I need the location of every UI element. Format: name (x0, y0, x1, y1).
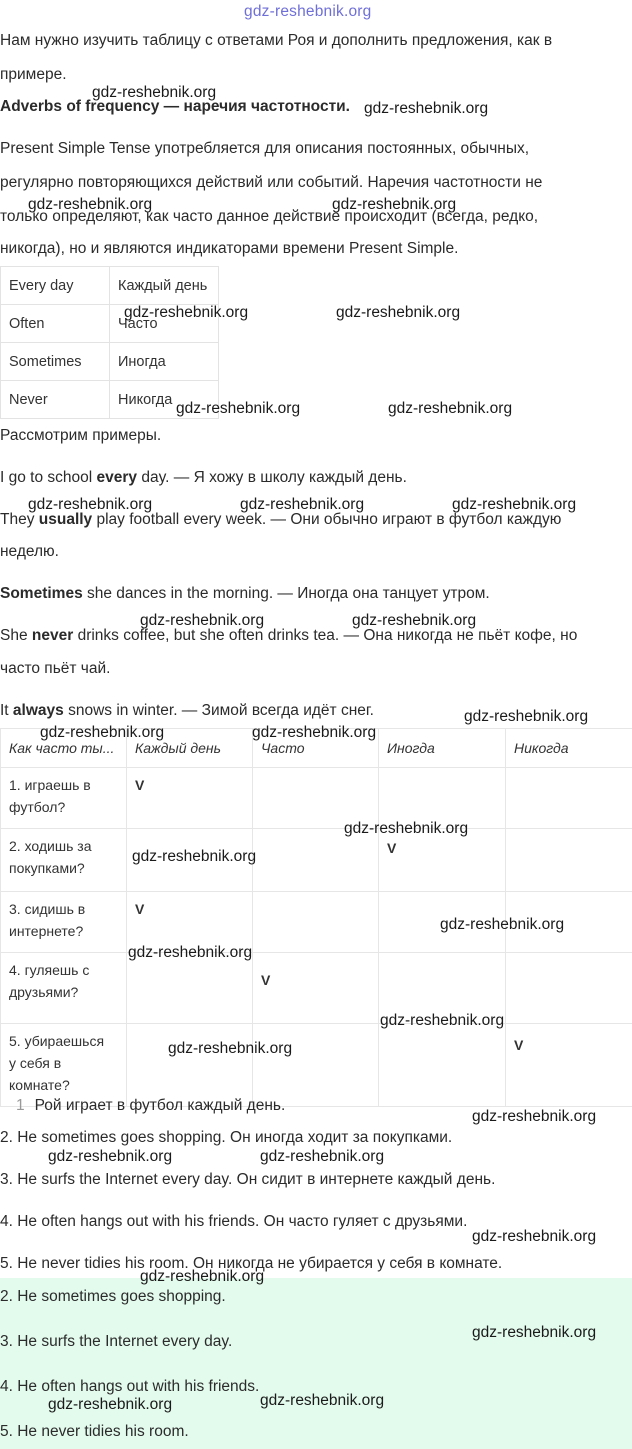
question-cell (1, 892, 127, 953)
green-answer-3: 3. He surfs the Internet every day. (0, 1333, 233, 1350)
question-text: покупками? (9, 860, 85, 876)
green-answer-2: 2. He sometimes goes shopping. (0, 1288, 226, 1305)
intro-line-1: Нам нужно изучить таблицу с ответами Роя и дополнить предложения, как в (0, 32, 553, 49)
watermark: gdz-reshebnik.org (176, 400, 301, 417)
example-keyword: every (96, 469, 138, 486)
question-text: друзьями? (9, 984, 79, 1000)
example-keyword: usually (38, 511, 93, 528)
watermark: gdz-reshebnik.org (440, 916, 565, 933)
watermark: gdz-reshebnik.org (28, 496, 153, 513)
column-header: Каждый день (127, 729, 253, 768)
table-cell: Часто (110, 305, 219, 343)
answer-cell (127, 953, 253, 1024)
check-mark: V (514, 1037, 524, 1053)
watermark: gdz-reshebnik.org (332, 196, 457, 213)
check-mark: V (261, 972, 271, 988)
check-mark: V (135, 777, 145, 793)
example-2-cont: неделю. (0, 543, 59, 560)
question-text: 1. играешь в (9, 777, 91, 793)
table-row (1, 953, 632, 1024)
watermark: gdz-reshebnik.org (380, 1012, 505, 1029)
example-1 (0, 461, 407, 495)
answer-3: 3. He surfs the Internet every day. Он сидит в интернете каждый день. (0, 1171, 496, 1188)
table-cell: Никогда (110, 381, 219, 419)
table-cell: Каждый день (110, 267, 219, 305)
check-mark: V (135, 901, 145, 917)
question-text: 5. убираешься (9, 1033, 105, 1049)
example-text: drinks coffee, but she often drinks tea. — Она никогда не пьёт кофе, но (73, 627, 578, 644)
question-cell (1, 768, 127, 829)
table-row (1, 343, 219, 381)
example-keyword: Sometimes (0, 585, 83, 602)
answer-cell (253, 892, 379, 953)
question-text: у себя в (9, 1055, 62, 1071)
watermark: gdz-reshebnik.org (344, 820, 469, 837)
example-text: snows in winter. — Зимой всегда идёт снег. (63, 702, 374, 719)
green-answer-4: 4. He often hangs out with his friends. (0, 1378, 260, 1395)
answer-1 (16, 1089, 285, 1123)
watermark: gdz-reshebnik.org (48, 1396, 173, 1413)
example-text: She (0, 627, 32, 644)
watermark: gdz-reshebnik.org (128, 944, 253, 961)
answer-cell (506, 768, 632, 829)
example-5 (0, 694, 374, 728)
adverb-table (0, 266, 219, 419)
answer-4: 4. He often hangs out with his friends. Он часто гуляет с друзьями. (0, 1213, 468, 1230)
watermark: gdz-reshebnik.org (388, 400, 513, 417)
example-keyword: never (31, 627, 74, 644)
example-text: They (0, 511, 39, 528)
answer-cell (506, 953, 632, 1024)
answer-box (0, 1278, 632, 1449)
watermark: gdz-reshebnik.org (40, 724, 165, 741)
para-line-4: никогда), но и являются индикаторами времени Present Simple. (0, 240, 459, 257)
watermark: gdz-reshebnik.org (92, 84, 217, 101)
watermark: gdz-reshebnik.org (260, 1148, 385, 1165)
watermark: gdz-reshebnik.org (336, 304, 461, 321)
watermark: gdz-reshebnik.org (252, 724, 377, 741)
answer-text: Рой играет в футбол каждый день. (34, 1097, 286, 1114)
watermark: gdz-reshebnik.org (352, 612, 477, 629)
table-cell: Sometimes (1, 343, 110, 381)
question-text: интернете? (9, 923, 84, 939)
watermark: gdz-reshebnik.org (472, 1108, 597, 1125)
green-answer-5: 5. He never tidies his room. (0, 1423, 189, 1440)
question-cell (1, 829, 127, 892)
column-header: Иногда (379, 729, 506, 768)
table-cell: Every day (1, 267, 110, 305)
watermark: gdz-reshebnik.org (452, 496, 577, 513)
question-cell (1, 953, 127, 1024)
example-text: I go to school (0, 469, 97, 486)
question-text: 4. гуляешь с (9, 962, 90, 978)
answer-cell (379, 1024, 506, 1107)
example-3 (0, 577, 490, 611)
table-row (1, 267, 219, 305)
watermark: gdz-reshebnik.org (472, 1324, 597, 1341)
watermark: gdz-reshebnik.org (124, 304, 249, 321)
table-cell: Never (1, 381, 110, 419)
para-line-3: только определяют, как часто данное действие происходит (всегда, редко, (0, 208, 539, 225)
column-header: Никогда (506, 729, 632, 768)
watermark: gdz-reshebnik.org (132, 848, 257, 865)
question-text: комнате? (9, 1077, 70, 1093)
para-line-1: Present Simple Tense употребляется для описания постоянных, обычных, (0, 140, 530, 157)
answer-2: 2. He sometimes goes shopping. Он иногда ходит за покупками. (0, 1129, 453, 1146)
column-header: Как часто ты... (1, 729, 127, 768)
column-header: Часто (253, 729, 379, 768)
example-4 (0, 619, 577, 653)
watermark: gdz-reshebnik.org (364, 100, 489, 117)
table-cell: Иногда (110, 343, 219, 381)
question-text: футбол? (9, 799, 66, 815)
intro-line-2: примере. (0, 66, 67, 83)
watermark: gdz-reshebnik.org (260, 1392, 385, 1409)
watermark: gdz-reshebnik.org (140, 612, 265, 629)
watermark: gdz-reshebnik.org (240, 496, 365, 513)
table-row (1, 768, 632, 829)
watermark: gdz-reshebnik.org (140, 1268, 265, 1285)
answer-cell (506, 829, 632, 892)
example-text: she dances in the morning. — Иногда она танцует утром. (82, 585, 490, 602)
watermark: gdz-reshebnik.org (48, 1148, 173, 1165)
example-text: day. — Я хожу в школу каждый день. (137, 469, 407, 486)
example-text: It (0, 702, 13, 719)
watermark-top: gdz-reshebnik.org (244, 3, 372, 20)
table-cell: Often (1, 305, 110, 343)
table-row (1, 829, 632, 892)
check-mark: V (387, 840, 397, 856)
example-text: play football every week. — Они обычно играют в футбол каждую (92, 511, 562, 528)
para-line-2: регулярно повторяющихся действий или событий. Наречия частотности не (0, 174, 543, 191)
watermark: gdz-reshebnik.org (28, 196, 153, 213)
question-text: 3. сидишь в (9, 901, 86, 917)
example-keyword: always (12, 702, 64, 719)
answer-5: 5. He never tidies his room. Он никогда не убирается у себя в комнате. (0, 1255, 503, 1272)
example-4-cont: часто пьёт чай. (0, 660, 111, 677)
answer-number: 1 (16, 1097, 25, 1114)
adverbs-heading: Adverbs of frequency — наречия частотности. (0, 98, 350, 115)
answer-cell (506, 1024, 632, 1107)
question-text: 2. ходишь за (9, 838, 92, 854)
watermark: gdz-reshebnik.org (168, 1040, 293, 1057)
answer-cell (127, 768, 253, 829)
watermark: gdz-reshebnik.org (464, 708, 589, 725)
answer-cell (253, 953, 379, 1024)
watermark: gdz-reshebnik.org (472, 1228, 597, 1245)
examples-heading: Рассмотрим примеры. (0, 427, 162, 444)
